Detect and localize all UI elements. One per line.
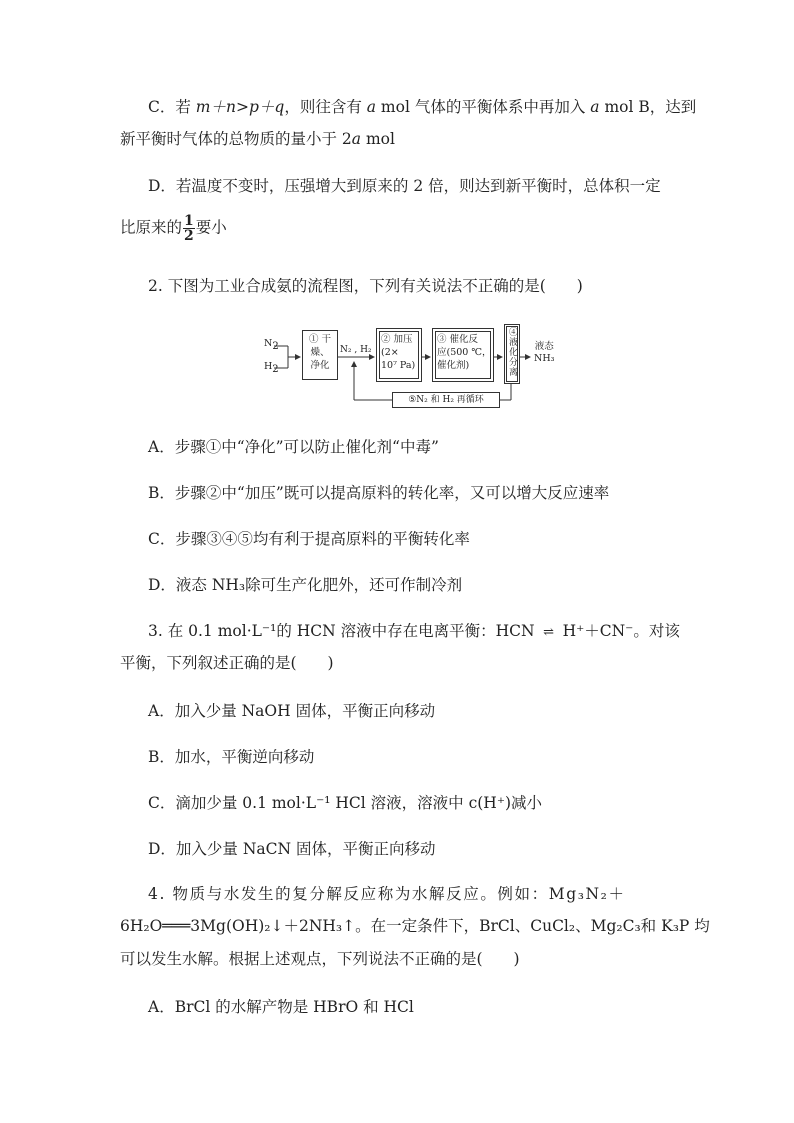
condition-expression: m＋n>p＋q xyxy=(195,98,285,116)
step2-line: (2× xyxy=(381,347,399,358)
text-segment: 比原来的 xyxy=(120,218,183,237)
output-line: 液态 xyxy=(534,341,554,352)
text-segment: H⁺＋CN⁻。对该 xyxy=(562,622,680,640)
q4-option-a: A．BrCl 的水解产物是 HBrO 和 HCl xyxy=(148,998,414,1016)
text-segment: mol B，达到 xyxy=(599,98,697,116)
step1-box xyxy=(302,330,338,380)
var-a: a xyxy=(366,98,376,116)
q3-stem-line1 xyxy=(148,620,680,644)
text-segment: mol xyxy=(361,130,395,148)
q1-option-d-line2 xyxy=(120,214,227,243)
fraction xyxy=(183,214,195,243)
q3-option-b: B．加水，平衡逆向移动 xyxy=(148,748,315,766)
input-h2: $H_2$ xyxy=(264,361,279,375)
step1-line: 燥、 xyxy=(310,347,330,358)
output-label xyxy=(534,341,554,365)
q1-option-d-line1: D．若温度不变时，压强增大到原来的 2 倍，则达到新平衡时，总体积一定 xyxy=(148,177,661,195)
q2-stem: 2. 下图为工业合成氨的流程图，下列有关说法不正确的是( ) xyxy=(148,277,583,295)
q2-option-a: A．步骤①中“净化”可以防止催化剂“中毒” xyxy=(148,438,439,456)
step2-box xyxy=(376,328,422,382)
input-h2-symbol: H xyxy=(264,361,273,372)
step2-line: ② 加压 xyxy=(381,334,413,345)
q3-option-a: A．加入少量 NaOH 固体，平衡正向移动 xyxy=(148,702,436,720)
ammonia-synthesis-flowchart xyxy=(258,322,568,406)
q3-stem-line2: 平衡，下列叙述正确的是( ) xyxy=(120,654,334,672)
q2-option-d: D．液态 NH₃除可生产化肥外，还可作制冷剂 xyxy=(148,576,463,594)
step3-box xyxy=(432,328,494,382)
text-segment: 要小 xyxy=(195,218,227,237)
text-segment: 3. 在 0.1 mol·L⁻¹的 HCN 溶液中存在电离平衡：HCN xyxy=(148,622,535,640)
output-line: NH₃ xyxy=(534,353,555,364)
q1-option-c-line2 xyxy=(120,128,395,150)
step3-line: 应(500 ℃， xyxy=(437,347,492,358)
step5-label: ⑤N₂ 和 H₂ 再循环 xyxy=(408,395,484,405)
input-n2: $N_2$ xyxy=(264,338,279,352)
q3-option-d: D．加入少量 NaCN 固体，平衡正向移动 xyxy=(148,840,436,858)
step2-line: 10⁷ Pa) xyxy=(381,360,416,371)
n2-h2-label: N₂ , H₂ xyxy=(340,345,372,355)
fraction-numerator: 1 xyxy=(184,213,194,229)
var-a: a xyxy=(590,98,600,116)
equilibrium-arrow: ⇌ xyxy=(543,625,555,640)
q4-stem-line1: 4. 物质与水发生的复分解反应称为水解反应。例如：Mg₃N₂＋ xyxy=(148,885,626,903)
step5-box xyxy=(392,392,500,408)
q4-stem-line3: 可以发生水解。根据上述观点，下列说法不正确的是( ) xyxy=(120,950,520,968)
step1-line: ① 干 xyxy=(308,334,332,345)
step3-line: ③ 催化反 xyxy=(437,334,479,345)
text-segment: 新平衡时气体的总物质的量小于 2 xyxy=(120,130,352,148)
text-segment: mol 气体的平衡体系中再加入 xyxy=(376,98,591,116)
q1-option-c-line1 xyxy=(148,96,696,118)
q2-option-b: B．步骤②中“加压”既可以提高原料的转化率，又可以增大反应速率 xyxy=(148,484,610,502)
step3-line: 催化剂) xyxy=(437,360,470,371)
input-n2-symbol: N xyxy=(264,338,273,349)
step1-line: 净化 xyxy=(310,360,330,371)
step4-label: ④液化分离 xyxy=(507,327,517,377)
q3-option-c: C．滴加少量 0.1 mol·L⁻¹ HCl 溶液，溶液中 c(H⁺)减小 xyxy=(148,794,543,812)
step4-box xyxy=(504,324,520,384)
q2-option-c: C．步骤③④⑤均有利于提高原料的平衡转化率 xyxy=(148,530,470,548)
text-segment: C．若 xyxy=(148,98,196,116)
var-a: a xyxy=(351,130,362,148)
text-segment: ，则往含有 xyxy=(284,98,367,116)
q4-stem-line2: 6H₂O═══3Mg(OH)₂↓＋2NH₃↑。在一定条件下，BrCl、CuCl₂、Mg₂C₃和 K₃P 均 xyxy=(120,917,710,935)
fraction-denominator: 2 xyxy=(184,228,194,244)
